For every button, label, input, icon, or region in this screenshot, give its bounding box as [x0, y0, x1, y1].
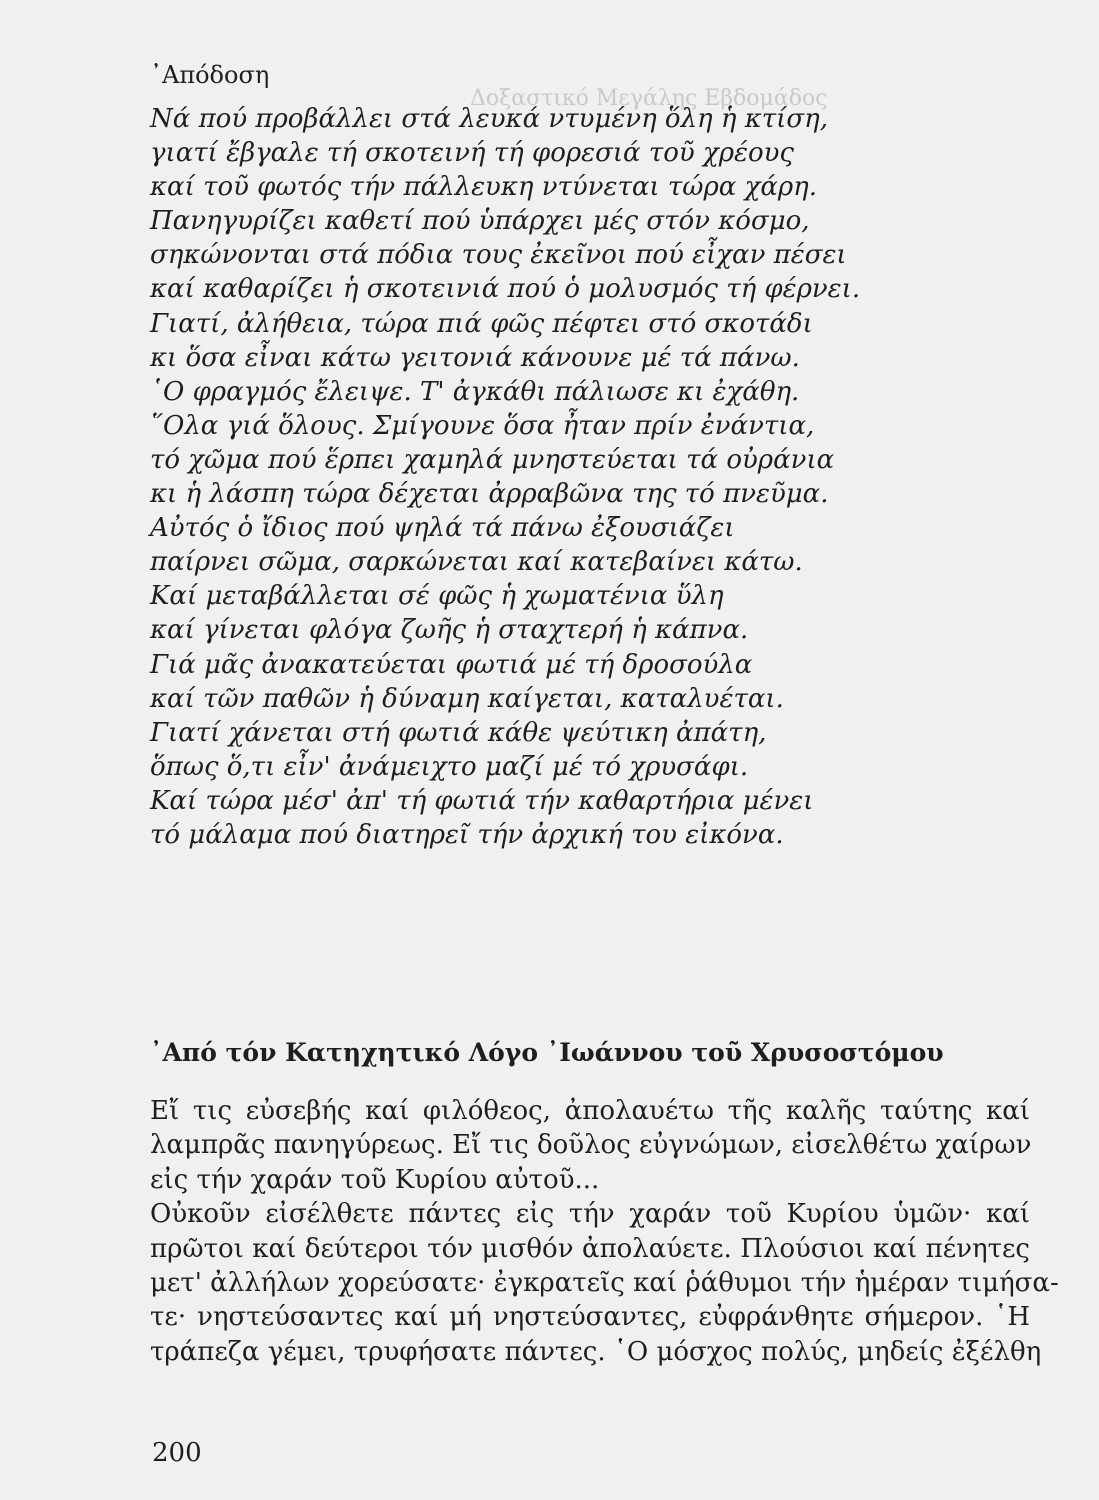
prose-line: τε· νηστεύσαντες καί μή νηστεύσαντες, εὐφράνθητε σήμερον. ῾Η — [150, 1302, 1030, 1333]
page-number: 200 — [152, 1438, 202, 1468]
prose-line: μετ' ἀλλήλων χορεύσατε· ἐγκρατεῖς καί ῥάθυμοι τήν ἡμέραν τιμήσα- — [150, 1268, 1059, 1299]
prose-line: Οὐκοῦν εἰσέλθετε πάντες εἰς τήν χαράν τοῦ Κυρίου ὑμῶν· καί — [150, 1199, 1030, 1230]
poem-line: Αὐτός ὁ ἴδιος πού ψηλά τά πάνω ἐξουσιάζει — [150, 513, 735, 544]
show-through-text: Δοξαστικό Μεγάλης Εβδομάδος — [470, 86, 828, 111]
poem-line: Νά πού προβάλλει στά λευκά ντυμένη ὅλη ἡ κτίση, — [150, 104, 828, 134]
prose-line: Εἴ τις εὐσεβής καί φιλόθεος, ἀπολαυέτω τῆς καλῆς ταύτης καί — [150, 1096, 1030, 1126]
prose-line: λαμπρᾶς πανηγύρεως. Εἴ τις δοῦλος εὐγνώμων, εἰσελθέτω χαίρων — [150, 1130, 1032, 1161]
poem-line: καί τοῦ φωτός τήν πάλλευκη ντύνεται τώρα χάρη. — [150, 172, 818, 203]
poem-line: ῞Ολα γιά ὅλους. Σμίγουνε ὅσα ἦταν πρίν ἐνάντια, — [150, 410, 815, 441]
poem-line: καί καθαρίζει ἡ σκοτεινιά πού ὁ μολυσμός τή φέρνει. — [150, 274, 861, 305]
poem-line: κι ὅσα εἶναι κάτω γειτονιά κάνουνε μέ τά πάνω. — [150, 342, 800, 373]
poem — [150, 102, 1030, 852]
section-heading: ᾿Από τόν Κατηχητικό Λόγο ᾿Ιωάννου τοῦ Χρυσοστόμου — [150, 1038, 944, 1067]
page-content — [150, 58, 1030, 852]
poem-line: Γιά μᾶς ἀνακατεύεται φωτιά μέ τή δροσούλα — [150, 649, 753, 680]
poem-line: καί τῶν παθῶν ἡ δύναμη καίγεται, καταλυέται. — [150, 683, 784, 714]
prose-line: πρῶτοι καί δεύτεροι τόν μισθόν ἀπολαύετε. Πλούσιοι καί πένητες — [150, 1233, 1030, 1264]
poem-line: τό μάλαμα πού διατηρεῖ τήν ἀρχική του εἰκόνα. — [150, 819, 784, 850]
prose-line: εἰς τήν χαράν τοῦ Κυρίου αὐτοῦ... — [150, 1164, 600, 1195]
poem-line: καί γίνεται φλόγα ζωῆς ἡ σταχτερή ἡ κάπνα. — [150, 615, 749, 646]
poem-line: τό χῶμα πού ἕρπει χαμηλά μνηστεύεται τά οὐράνια — [150, 444, 835, 475]
poem-line: παίρνει σῶμα, σαρκώνεται καί κατεβαίνει κάτω. — [150, 547, 803, 578]
poem-line: ῾Ο φραγμός ἔλειψε. Τ' ἀγκάθι πάλιωσε κι ἐχάθη. — [150, 376, 800, 407]
poem-line: σηκώνονται στά πόδια τους ἐκεῖνοι πού εἶχαν πέσει — [150, 240, 847, 271]
poem-line: γιατί ἔβγαλε τή σκοτεινή τή φορεσιά τοῦ χρέους — [150, 138, 794, 169]
poem-line: Γιατί, ἀλήθεια, τώρα πιά φῶς πέφτει στό σκοτάδι — [150, 308, 813, 339]
poem-line: κι ἡ λάσπη τώρα δέχεται ἀρραβῶνα της τό πνεῦμα. — [150, 479, 829, 510]
poem-line: Γιατί χάνεται στή φωτιά κάθε ψεύτικη ἀπάτη, — [150, 717, 767, 748]
prose-line: τράπεζα γέμει, τρυφήσατε πάντες. ῾Ο μόσχος πολύς, μηδείς ἐξέλθη — [150, 1336, 1042, 1367]
poem-line: Πανηγυρίζει καθετί πού ὑπάρχει μές στόν κόσμο, — [150, 206, 810, 237]
section-title: ᾿Απόδοση — [150, 61, 270, 89]
prose-text — [150, 1094, 1059, 1369]
poem-line: ὅπως ὅ,τι εἶν' ἀνάμειχτο μαζί μέ τό χρυσάφι. — [150, 751, 749, 782]
poem-line: Καί τώρα μέσ' ἀπ' τή φωτιά τήν καθαρτήρια μένει — [150, 785, 814, 816]
poem-line: Καί μεταβάλλεται σέ φῶς ἡ χωματένια ὕλη — [150, 581, 724, 612]
